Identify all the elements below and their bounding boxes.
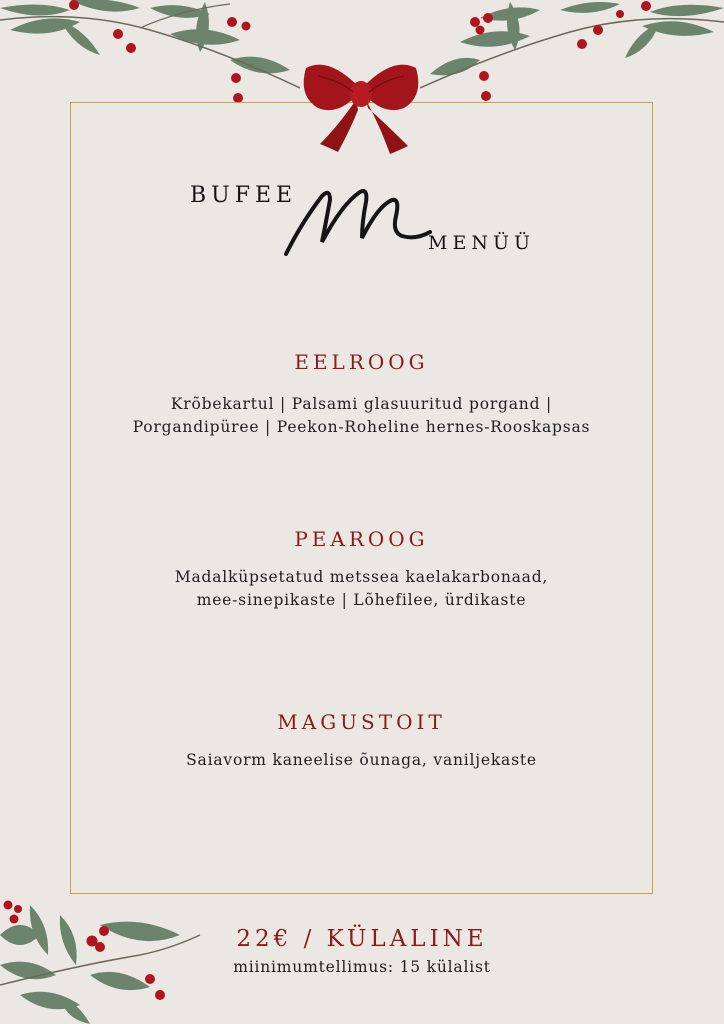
- section-text-pearoog: [70, 566, 653, 612]
- menu-line: Porgandipüree | Peekon-Roheline hernes-Rooskapsas: [132, 418, 591, 436]
- section-text-eelroog: [70, 393, 653, 439]
- eucalyptus-branch-icon: [0, 0, 300, 110]
- menu-line: Saiavorm kaneelise õunaga, vaniljekaste: [186, 751, 537, 769]
- title-bufee: BUFEE: [190, 183, 298, 208]
- section-text-magustoit: [70, 749, 653, 772]
- section-heading-eelroog: EELROOG: [294, 350, 429, 374]
- menu-line: Madalküpsetatud metssea kaelakarbonaad,: [174, 568, 549, 586]
- section-heading-pearoog: PEAROOG: [294, 527, 429, 551]
- menu-line: Krõbekartul | Palsami glasuuritud porgand |: [170, 395, 553, 413]
- section-heading-magustoit: MAGUSTOIT: [277, 710, 446, 734]
- title-menuu: MENÜÜ: [428, 232, 535, 254]
- script-m-monogram: [282, 182, 432, 262]
- price-per-guest: 22€ / KÜLALINE: [236, 926, 488, 952]
- red-bow-icon: [298, 56, 424, 160]
- menu-line: mee-sinepikaste | Lõhefilee, ürdikaste: [196, 591, 527, 609]
- eucalyptus-branch-icon: [420, 0, 724, 110]
- minimum-order: miinimumtellimus: 15 külalist: [233, 958, 491, 976]
